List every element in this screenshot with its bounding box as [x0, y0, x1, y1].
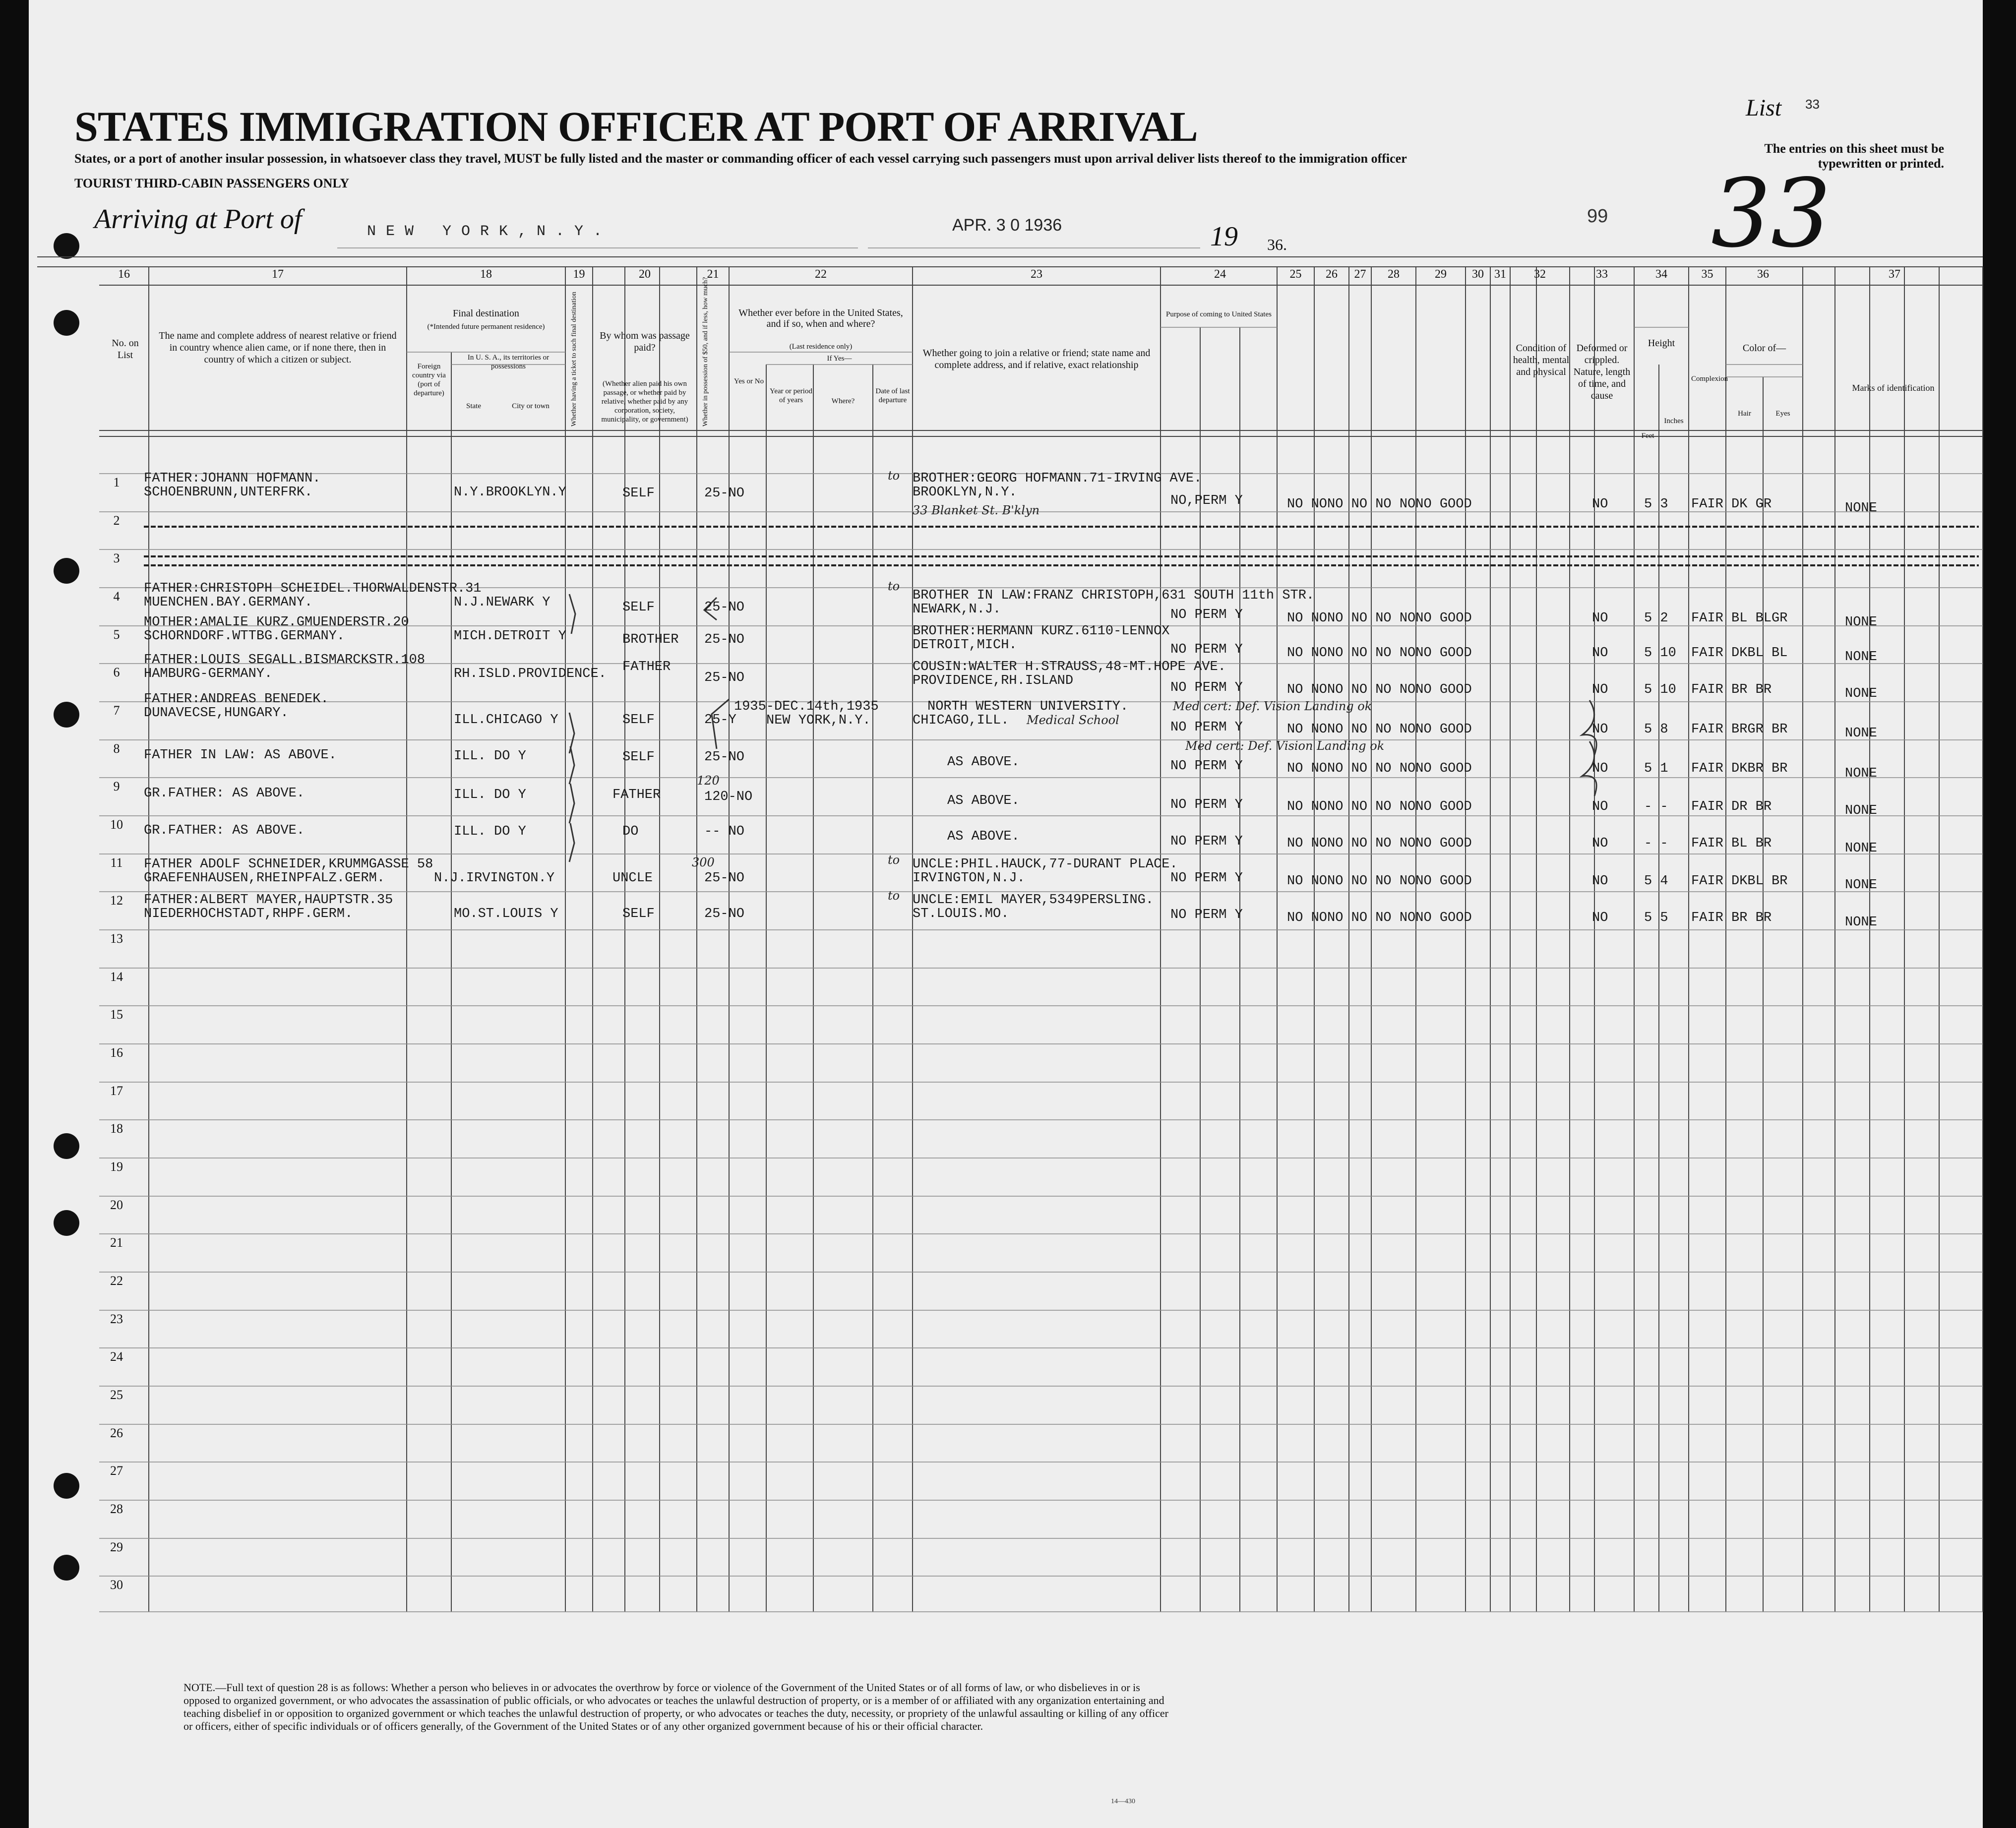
deformed: NO [1592, 611, 1608, 626]
row-number: 6 [113, 665, 120, 679]
row-number: 21 [110, 1235, 123, 1250]
to-mark: to [888, 469, 900, 483]
row-number: 20 [110, 1198, 123, 1212]
handwritten-money: 120 [697, 774, 720, 788]
complexion-hair-eyes: FAIR BR BR [1691, 911, 1772, 925]
complexion-hair-eyes: FAIR DR BR [1691, 799, 1772, 814]
row-number: 28 [110, 1502, 123, 1516]
money: 25-NO [704, 486, 745, 501]
relative-line1: GR.FATHER: AS ABOVE. [144, 786, 305, 801]
colnum-32: 32 [1534, 268, 1546, 281]
handwritten-medical-school: Medical School [1027, 713, 1119, 727]
row-number: 22 [110, 1274, 123, 1288]
colnum-26: 26 [1326, 268, 1338, 281]
hdr-purpose: Purpose of coming to United States [1166, 310, 1272, 318]
footnote-question-28: NOTE.—Full text of question 28 is as follows: Whether a person who believes in or advocates the overthrow by force or violence of the Government of the United States or of all forms of law, or who disbelieves in or is opposed to organized government, or who advocates the assassination of public officials, or who advocates or teaches the unlawful destruction of property, or is a member of or affiliated with any organization entertaining and teaching disbelief in or opposition to organized government or which teaches the unlawful destruction of property, or who advocates or teaches the duty, necessity, or propriety of the unlawful assaulting or killing of any officer or officers, either of specific individuals or of officers generally, of the Government of the United States or of any other organized government because of his or their official character. [183, 1681, 1168, 1732]
row-number: 9 [113, 779, 120, 793]
row-number: 18 [110, 1121, 123, 1136]
row-number: 4 [113, 589, 120, 604]
handwritten-money: 300 [692, 855, 715, 869]
questions: NO NONO NO NO NONO GOOD [1287, 911, 1472, 925]
questions: NO NONO NO NO NONO GOOD [1287, 836, 1472, 851]
hdr-joining: Whether going to join a relative or friend; state name and complete address, and if relative, exact relationship [922, 348, 1151, 370]
money: 120-NO [704, 790, 753, 804]
destination: N.Y.BROOKLYN.Y [454, 485, 566, 500]
joining-line1: NORTH WESTERN UNIVERSITY. [927, 699, 1129, 714]
passage-paid: SELF [622, 600, 655, 615]
destination: ILL. DO Y [454, 788, 526, 802]
destination: ILL. DO Y [454, 824, 526, 839]
hdr-condition: Condition of health, mental and physical [1513, 343, 1570, 377]
hdr-if-yes: If Yes— [827, 355, 852, 363]
purpose: NO PERM Y [1170, 642, 1243, 657]
row-number: 2 [113, 513, 120, 528]
row-number: 30 [110, 1578, 123, 1592]
relative-line1: MOTHER:AMALIE KURZ.GMUENDERSTR.20 [144, 615, 409, 630]
colnum-22: 22 [815, 268, 827, 281]
joining-line2: DETROIT,MICH. [913, 638, 1017, 653]
hdr-ticket: Whether having a ticket to such final destination [570, 292, 578, 427]
passage-paid: SELF [622, 907, 655, 921]
purpose: NO PERM Y [1170, 908, 1243, 922]
row-number: 8 [113, 741, 120, 756]
page-subtitle: States, or a port of another insular possession, in whatsoever class they travel, MUST be fully listed and the master or commanding officer of each vessel carrying such passengers must upon arrival deliver lists thereof to the immigration officer [74, 151, 1407, 166]
row-number: 7 [113, 703, 120, 718]
hdr-final-destination-note: (*Intended future permanent residence) [427, 323, 545, 331]
form-number: 14—430 [1111, 1798, 1135, 1805]
purpose: NO PERM Y [1170, 680, 1243, 695]
purpose: NO,PERM Y [1170, 493, 1243, 508]
purpose: NO PERM Y [1170, 608, 1243, 622]
date-stamp: APR. 3 0 1936 [952, 216, 1062, 235]
money: -- NO [704, 824, 745, 839]
purpose: NO PERM Y [1170, 797, 1243, 812]
relative-line1: FATHER:LOUIS SEGALL.BISMARCKSTR.108 [144, 653, 426, 668]
page-title: STATES IMMIGRATION OFFICER AT PORT OF ARRIVAL [74, 103, 1198, 150]
colnum-17: 17 [272, 268, 284, 281]
relative-line2: MUENCHEN.BAY.GERMANY. [144, 595, 313, 610]
marks: NONE [1845, 766, 1877, 781]
joining-line1: BROTHER:HERMANN KURZ.6110-LENNOX [913, 624, 1170, 639]
height: 5 3 [1644, 497, 1668, 512]
deformed: NO [1592, 722, 1608, 737]
questions: NO NONO NO NO NONO GOOD [1287, 497, 1472, 512]
joining-line2: ST.LOUIS.MO. [913, 907, 1009, 921]
hdr-marks: Marks of identification [1852, 383, 1935, 393]
colnum-33: 33 [1596, 268, 1608, 281]
hdr-ever-before-note: (Last residence only) [789, 343, 853, 351]
marks: NONE [1845, 803, 1877, 818]
hdr-passage-paid: By whom was passage paid? [600, 330, 690, 353]
joining-line1: BROTHER:GEORG HOFMANN.71-IRVING AVE. [913, 471, 1202, 486]
colnum-18: 18 [480, 268, 492, 281]
deformed: NO [1592, 682, 1608, 697]
relative-line1: FATHER IN LAW: AS ABOVE. [144, 748, 337, 763]
questions: NO NONO NO NO NONO GOOD [1287, 682, 1472, 697]
row-number: 23 [110, 1312, 123, 1326]
row-number: 27 [110, 1463, 123, 1478]
relative-line2: SCHORNDORF.WTTBG.GERMANY. [144, 629, 345, 644]
row-number: 16 [110, 1045, 123, 1060]
row-number: 13 [110, 931, 123, 946]
to-mark: to [888, 853, 900, 867]
height: 5 4 [1644, 874, 1668, 889]
passage-paid: DO [622, 824, 639, 839]
row-number: 11 [110, 855, 123, 870]
hdr-hair: Hair [1738, 410, 1751, 418]
height: - - [1644, 836, 1668, 851]
questions: NO NONO NO NO NONO GOOD [1287, 761, 1472, 776]
relative-line1: FATHER:ANDREAS BENEDEK. [144, 692, 329, 707]
class-line: TOURIST THIRD-CABIN PASSENGERS ONLY [74, 176, 350, 190]
destination: N.J.NEWARK Y [454, 595, 550, 610]
passage-paid: SELF [622, 486, 655, 501]
marks: NONE [1845, 841, 1877, 856]
row-number: 3 [113, 551, 120, 565]
money: 25-NO [704, 750, 745, 765]
relative-line1: FATHER:JOHANN HOFMANN. [144, 471, 321, 486]
to-mark: to [888, 579, 900, 593]
marks: NONE [1845, 726, 1877, 741]
destination: RH.ISLD.PROVIDENCE. [454, 667, 607, 681]
money: 25-NO [704, 670, 745, 685]
hdr-deformed: Deformed or crippled. Nature, length of time, and cause [1573, 343, 1631, 401]
money: 25-NO [704, 907, 745, 921]
marks: NONE [1845, 878, 1877, 893]
colnum-31: 31 [1494, 268, 1506, 281]
colnum-35: 35 [1701, 268, 1713, 281]
joining-line1: BROTHER IN LAW:FRANZ CHRISTOPH,631 SOUTH 11th STR. [913, 588, 1315, 603]
money: 25-NO [704, 600, 745, 615]
port-name: NEW YORK,N.Y. [367, 223, 612, 240]
colnum-20: 20 [639, 268, 651, 281]
destination: MO.ST.LOUIS Y [454, 907, 558, 921]
passage-paid: FATHER [622, 660, 671, 674]
height: 5 10 [1644, 646, 1676, 661]
height: 5 2 [1644, 611, 1668, 626]
handwritten-medical-cert: Med cert: Def. Vision Landing ok [1173, 699, 1372, 713]
colnum-36: 36 [1757, 268, 1769, 281]
handwritten-list-number: 33 [1711, 159, 1831, 268]
hdr-inches: Inches [1664, 417, 1684, 425]
hdr-city: City or town [512, 402, 550, 410]
colnum-23: 23 [1031, 268, 1042, 281]
hdr-in-usa: In U. S. A., its territories or possessions [467, 354, 550, 370]
money: 25-NO [704, 632, 745, 647]
height: 5 5 [1644, 911, 1668, 925]
passage-paid: BROTHER [622, 632, 679, 647]
row-number: 19 [110, 1159, 123, 1174]
handwritten-medical-cert: Med cert: Def. Vision Landing ok [1185, 739, 1385, 753]
hdr-final-destination: Final destination [453, 308, 519, 319]
money: 25-Y [704, 713, 736, 728]
row-number: 12 [110, 893, 123, 908]
row-number: 1 [113, 475, 120, 489]
relative-line1: FATHER:CHRISTOPH SCHEIDEL.THORWALDENSTR.31 [144, 581, 482, 596]
hdr-yes-no: Yes or No [733, 377, 764, 385]
hdr-passage-note: (Whether alien paid his own passage, or whether paid by relative, whether paid by any corporation, society, municipality, or government) [601, 380, 688, 424]
deformed: NO [1592, 836, 1608, 851]
purpose: NO PERM Y [1170, 720, 1243, 735]
hdr-complexion: Complexion [1691, 375, 1728, 383]
joining-line1: AS ABOVE. [947, 829, 1020, 844]
row-number: 17 [110, 1084, 123, 1098]
colnum-27: 27 [1354, 268, 1366, 281]
destination: ILL.CHICAGO Y [454, 713, 558, 728]
destination: N.J.IRVINGTON.Y [434, 871, 555, 886]
deformed: NO [1592, 911, 1608, 925]
instructions: The entries on this sheet must be typewritten or printed. [1764, 141, 1944, 171]
destination: ILL. DO Y [454, 749, 526, 764]
passage-paid: FATHER [612, 788, 661, 802]
joining-line2: CHICAGO,ILL. [913, 713, 1009, 728]
relative-line2: GRAEFENHAUSEN,RHEINPFALZ.GERM. [144, 871, 385, 886]
hdr-eyes: Eyes [1775, 410, 1790, 418]
joining-line2: IRVINGTON,N.J. [913, 871, 1025, 886]
height: - - [1644, 799, 1668, 814]
row-number: 14 [110, 970, 123, 984]
purpose: NO PERM Y [1170, 871, 1243, 886]
complexion-hair-eyes: FAIR BRGR BR [1691, 722, 1788, 737]
row-number: 10 [110, 817, 123, 832]
handwritten-address: 33 Blanket St. B'klyn [913, 503, 1040, 517]
arriving-label: Arriving at Port of [94, 204, 302, 235]
hdr-where: Where? [831, 397, 855, 405]
previous-visit-place: NEW YORK,N.Y. [766, 713, 871, 728]
colnum-24: 24 [1214, 268, 1226, 281]
relative-line2: HAMBURG-GERMANY. [144, 667, 273, 681]
joining-line1: COUSIN:WALTER H.STRAUSS,48-MT.HOPE AVE. [913, 660, 1226, 674]
height: 5 8 [1644, 722, 1668, 737]
marks: NONE [1845, 501, 1877, 516]
row-number: 5 [113, 627, 120, 642]
previous-visit: 1935-DEC.14th,1935 [734, 699, 879, 714]
colnum-21: 21 [707, 268, 719, 281]
complexion-hair-eyes: FAIR DK GR [1691, 497, 1772, 512]
relative-line2: NIEDERHOCHSTADT,RHPF.GERM. [144, 907, 353, 921]
colnum-29: 29 [1435, 268, 1447, 281]
marks: NONE [1845, 686, 1877, 701]
row-number: 25 [110, 1388, 123, 1402]
hdr-foreign-country: Foreign country via (port of departure) [412, 363, 446, 397]
marks: NONE [1845, 650, 1877, 665]
complexion-hair-eyes: FAIR DKBL BR [1691, 874, 1788, 889]
deformed: NO [1592, 874, 1608, 889]
list-label: List [1746, 95, 1782, 121]
hdr-state: State [466, 402, 481, 410]
hdr-relative-address: The name and complete address of nearest relative or friend in country whence alien came, or if none there, then in country of which a citizen or subject. [159, 330, 397, 365]
hdr-ever-before: Whether ever before in the United States, and if so, when and where? [738, 307, 903, 329]
purpose: NO PERM Y [1170, 834, 1243, 849]
colnum-37: 37 [1889, 268, 1900, 281]
row-number: 26 [110, 1426, 123, 1440]
relative-line2: DUNAVECSE,HUNGARY. [144, 706, 289, 721]
questions: NO NONO NO NO NONO GOOD [1287, 799, 1472, 814]
complexion-hair-eyes: FAIR BL BLGR [1691, 611, 1788, 626]
relative-line2: SCHOENBRUNN,UNTERFRK. [144, 485, 313, 500]
joining-line1: UNCLE:PHIL.HAUCK,77-DURANT PLACE. [913, 857, 1178, 872]
passage-paid: UNCLE [612, 871, 653, 886]
marks: NONE [1845, 915, 1877, 930]
joining-line2: PROVIDENCE,RH.ISLAND [913, 673, 1074, 688]
joining-line1: AS ABOVE. [947, 793, 1020, 808]
relative-line1: FATHER:ALBERT MAYER,HAUPTSTR.35 [144, 893, 393, 908]
money: 25-NO [704, 871, 745, 886]
row-number: 29 [110, 1540, 123, 1554]
hdr-date-departure: Date of last departure [875, 387, 910, 404]
colnum-28: 28 [1388, 268, 1400, 281]
year-suffix: 36. [1267, 236, 1287, 253]
colnum-16: 16 [118, 268, 130, 281]
complexion-hair-eyes: FAIR BR BR [1691, 682, 1772, 697]
joining-line2: NEWARK,N.J. [913, 602, 1001, 617]
hdr-no-on-list: No. on List [112, 338, 139, 361]
complexion-hair-eyes: FAIR DKBL BL [1691, 646, 1788, 661]
year-prefix: 19 [1210, 221, 1238, 252]
deformed: NO [1592, 646, 1608, 661]
marks: NONE [1845, 615, 1877, 630]
to-mark: to [888, 889, 900, 903]
height: 5 1 [1644, 761, 1668, 776]
row-number: 24 [110, 1349, 123, 1364]
colnum-30: 30 [1472, 268, 1484, 281]
questions: NO NONO NO NO NONO GOOD [1287, 722, 1472, 737]
hdr-possession-50: Whether in possession of $50, and if less, how much? [702, 277, 709, 427]
questions: NO NONO NO NO NONO GOOD [1287, 874, 1472, 889]
deformed: NO [1592, 497, 1608, 512]
joining-line1: UNCLE:EMIL MAYER,5349PERSLING. [913, 893, 1154, 908]
height: 5 10 [1644, 682, 1676, 697]
hdr-feet: Feet [1641, 432, 1654, 440]
joining-line1: AS ABOVE. [947, 755, 1020, 770]
colnum-34: 34 [1655, 268, 1667, 281]
hdr-color-of: Color of— [1742, 343, 1786, 354]
passage-paid: SELF [622, 713, 655, 728]
passage-paid: SELF [622, 750, 655, 765]
questions: NO NONO NO NO NONO GOOD [1287, 611, 1472, 626]
complexion-hair-eyes: FAIR DKBR BR [1691, 761, 1788, 776]
destination: MICH.DETROIT Y [454, 629, 566, 644]
questions: NO NONO NO NO NONO GOOD [1287, 646, 1472, 661]
relative-line1: GR.FATHER: AS ABOVE. [144, 823, 305, 838]
joining-line2: BROOKLYN,N.Y. [913, 485, 1017, 500]
deformed: NO [1592, 761, 1608, 776]
stamp-number: 99 [1587, 206, 1608, 227]
colnum-25: 25 [1289, 268, 1302, 281]
row-number: 15 [110, 1007, 123, 1022]
hdr-year-period: Year or period of years [770, 387, 812, 404]
relative-line1: FATHER ADOLF SCHNEIDER,KRUMMGASSE 58 [144, 857, 433, 872]
purpose: NO PERM Y [1170, 759, 1243, 774]
deformed: NO [1592, 799, 1608, 814]
list-number: 33 [1805, 97, 1820, 112]
complexion-hair-eyes: FAIR BL BR [1691, 836, 1772, 851]
hdr-height: Height [1648, 338, 1675, 349]
colnum-19: 19 [573, 268, 585, 281]
